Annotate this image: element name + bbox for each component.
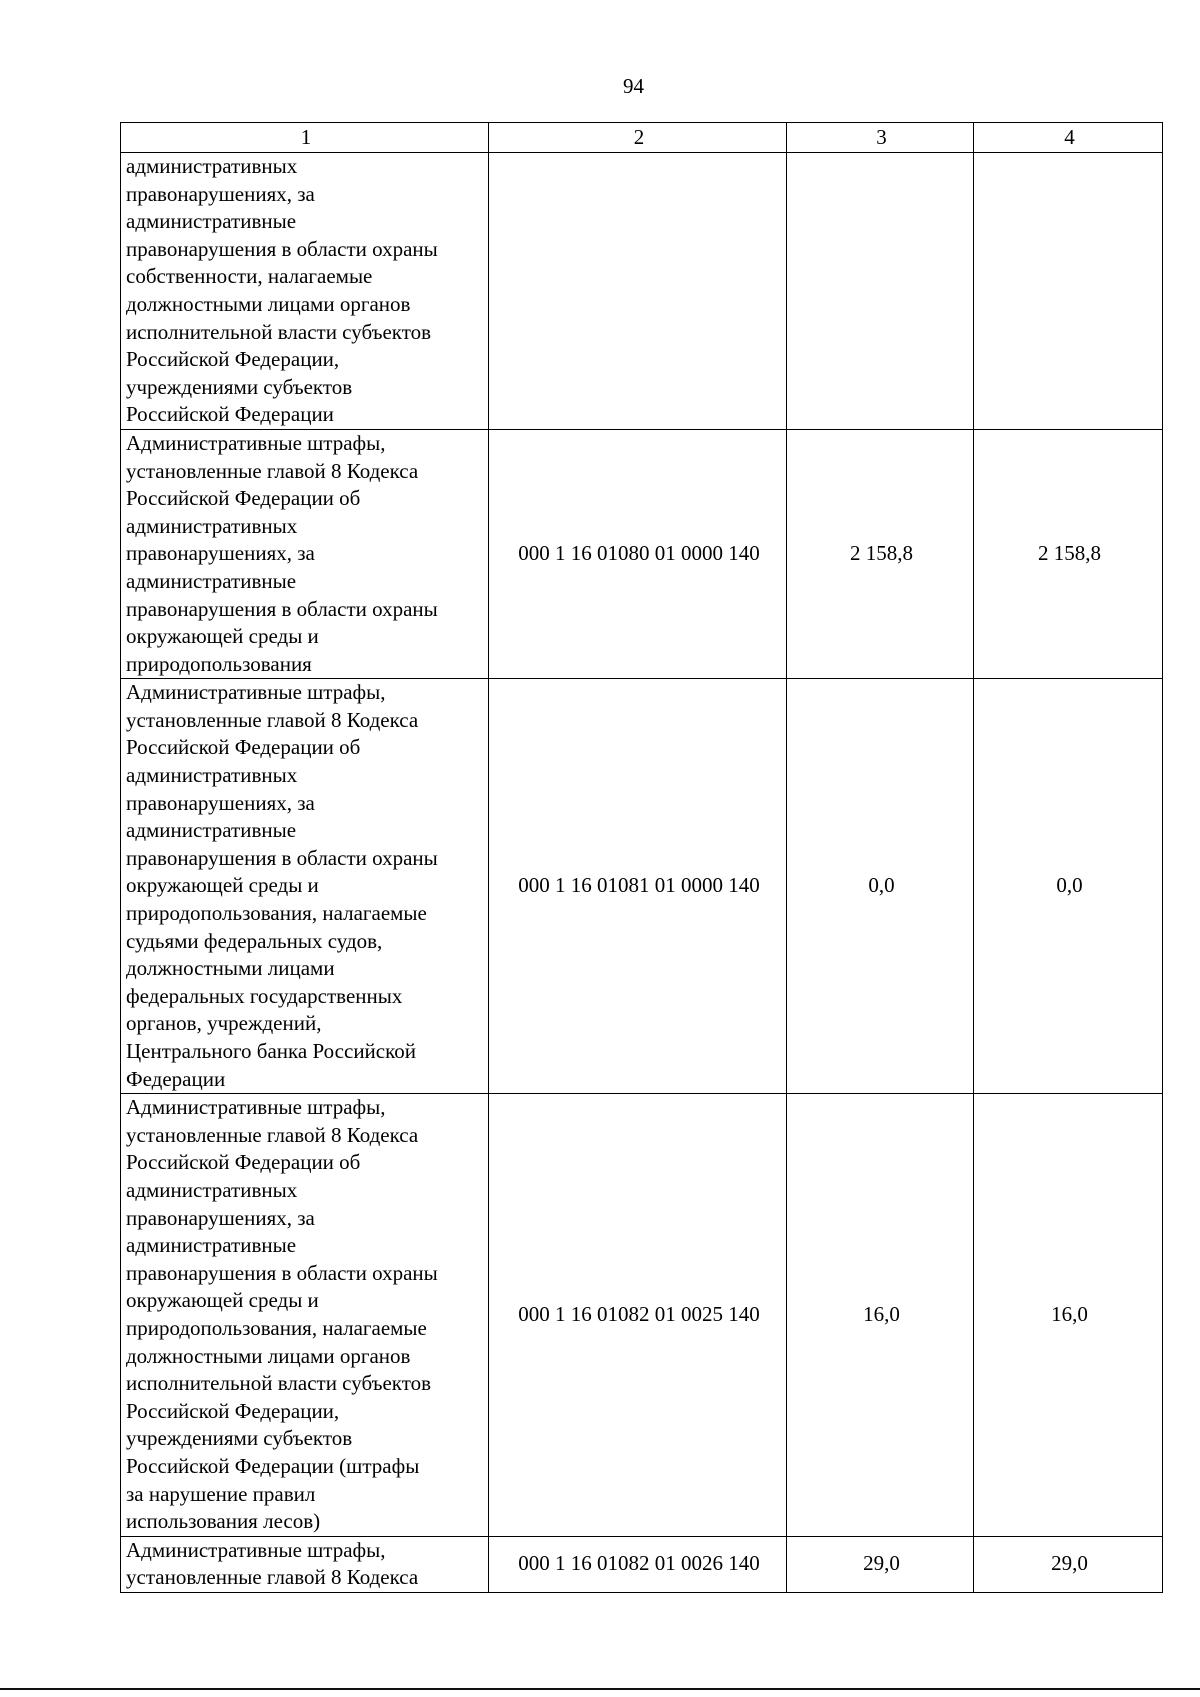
amount-col4-cell: 29,0 xyxy=(974,1536,1163,1592)
table-row xyxy=(121,153,1163,430)
table-row xyxy=(121,679,1163,1094)
budget-code-cell: 000 1 16 01080 01 0000 140 xyxy=(489,429,787,678)
revenue-name-cell: Административные штрафы, установленные главой 8 Кодекса xyxy=(121,1536,489,1592)
amount-col3-cell: 0,0 xyxy=(787,679,974,1094)
amount-col4-cell xyxy=(974,153,1163,430)
revenue-name-cell: административных правонарушениях, за административные правонарушения в области охраны собственности, налагаемые должностными лицами органов исполнительной власти субъектов Российской Федерации, учреждениями субъектов Российской Федерации xyxy=(121,153,489,430)
amount-col4-cell: 16,0 xyxy=(974,1094,1163,1537)
column-number-3: 3 xyxy=(787,123,974,153)
amount-col3-cell: 16,0 xyxy=(787,1094,974,1537)
revenue-table xyxy=(120,122,1163,1593)
column-number-2: 2 xyxy=(489,123,787,153)
amount-col3-cell: 2 158,8 xyxy=(787,429,974,678)
revenue-name-cell: Административные штрафы, установленные главой 8 Кодекса Российской Федерации об административных правонарушениях, за административные правонарушения в области охраны окружающей среды и природопользования, налагаемые должностными лицами органов исполнительной власти субъектов Российской Федерации, учреждениями субъектов Российской Федерации (штрафы за нарушение правил использования лесов) xyxy=(121,1094,489,1537)
table-row xyxy=(121,1536,1163,1592)
budget-code-cell: 000 1 16 01082 01 0025 140 xyxy=(489,1094,787,1537)
table-row xyxy=(121,1094,1163,1537)
amount-col4-cell: 2 158,8 xyxy=(974,429,1163,678)
amount-col4-cell: 0,0 xyxy=(974,679,1163,1094)
table-row xyxy=(121,429,1163,678)
budget-code-cell: 000 1 16 01082 01 0026 140 xyxy=(489,1536,787,1592)
column-number-4: 4 xyxy=(974,123,1163,153)
budget-code-cell: 000 1 16 01081 01 0000 140 xyxy=(489,679,787,1094)
page-number: 94 xyxy=(623,74,644,98)
table-header-row xyxy=(121,123,1163,153)
amount-col3-cell: 29,0 xyxy=(787,1536,974,1592)
amount-col3-cell xyxy=(787,153,974,430)
page-bottom-rule xyxy=(0,1688,1200,1690)
budget-code-cell xyxy=(489,153,787,430)
column-number-1: 1 xyxy=(121,123,489,153)
revenue-name-cell: Административные штрафы, установленные главой 8 Кодекса Российской Федерации об административных правонарушениях, за административные правонарушения в области охраны окружающей среды и природопользования xyxy=(121,429,489,678)
revenue-name-cell: Административные штрафы, установленные главой 8 Кодекса Российской Федерации об административных правонарушениях, за административные правонарушения в области охраны окружающей среды и природопользования, налагаемые судьями федеральных судов, должностными лицами федеральных государственных органов, учреждений, Центрального банка Российской Федерации xyxy=(121,679,489,1094)
